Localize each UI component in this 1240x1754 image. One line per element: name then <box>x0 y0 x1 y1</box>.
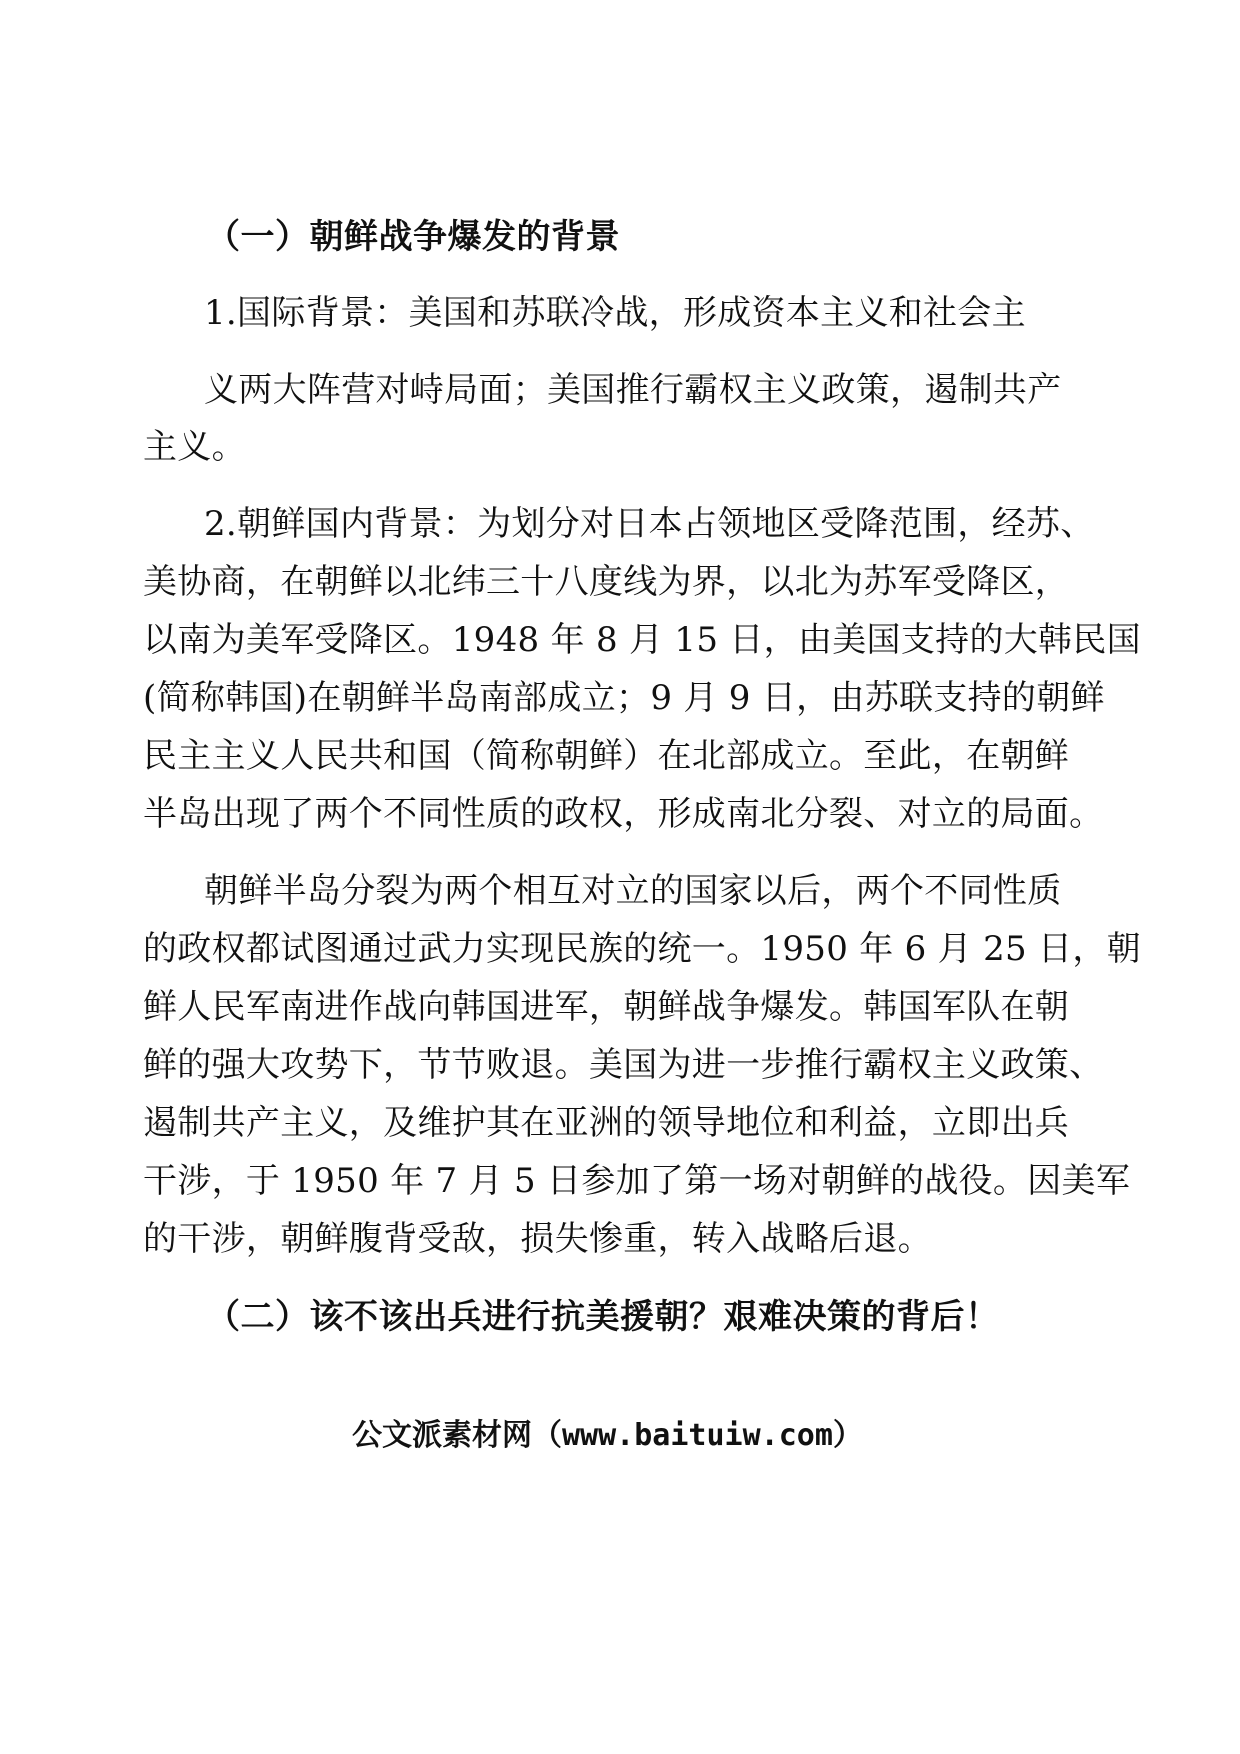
para3-line-4: 鲜的强大攻势下，节节败退。美国为进一步推行霸权主义政策、 <box>143 1045 1104 1085</box>
para3-line-1: 朝鲜半岛分裂为两个相互对立的国家以后，两个不同性质 <box>204 871 1062 911</box>
para3-line-2: 的政权都试图通过武力实现民族的统一。1950 年 6 月 25 日，朝 <box>143 929 1141 969</box>
para3-line-5: 遏制共产主义，及维护其在亚洲的领导地位和利益，立即出兵 <box>143 1103 1070 1143</box>
para3-line-3: 鲜人民军南进作战向韩国进军，朝鲜战争爆发。韩国军队在朝 <box>143 987 1070 1027</box>
para2-line-3: 以南为美军受降区。1948 年 8 月 15 日，由美国支持的大韩民国 <box>143 620 1141 660</box>
para2-line-1: 2.朝鲜国内背景：为划分对日本占领地区受降范围，经苏、 <box>204 504 1095 544</box>
section1-heading: （一）朝鲜战争爆发的背景 <box>206 217 620 257</box>
footer-watermark: 公文派素材网（www.baituiw.com） <box>352 1418 863 1453</box>
para2-line-2: 美协商，在朝鲜以北纬三十八度线为界，以北为苏军受降区， <box>143 562 1070 602</box>
para1-line-2: 义两大阵营对峙局面；美国推行霸权主义政策，遏制共产 <box>204 370 1062 410</box>
para1-line-1: 1.国际背景：美国和苏联冷战，形成资本主义和社会主 <box>204 293 1026 333</box>
para2-line-5: 民主主义人民共和国（简称朝鲜）在北部成立。至此，在朝鲜 <box>143 736 1070 776</box>
para3-line-7: 的干涉，朝鲜腹背受敌，损失惨重，转入战略后退。 <box>143 1219 932 1259</box>
para2-line-4: (简称韩国)在朝鲜半岛南部成立；9 月 9 日，由苏联支持的朝鲜 <box>143 678 1105 718</box>
para1-line-3: 主义。 <box>143 427 246 467</box>
para2-line-6: 半岛出现了两个不同性质的政权，形成南北分裂、对立的局面。 <box>143 794 1104 834</box>
section2-heading: （二）该不该出兵进行抗美援朝？艰难决策的背后！ <box>206 1297 1000 1337</box>
para3-line-6: 干涉，于 1950 年 7 月 5 日参加了第一场对朝鲜的战役。因美军 <box>143 1161 1131 1201</box>
